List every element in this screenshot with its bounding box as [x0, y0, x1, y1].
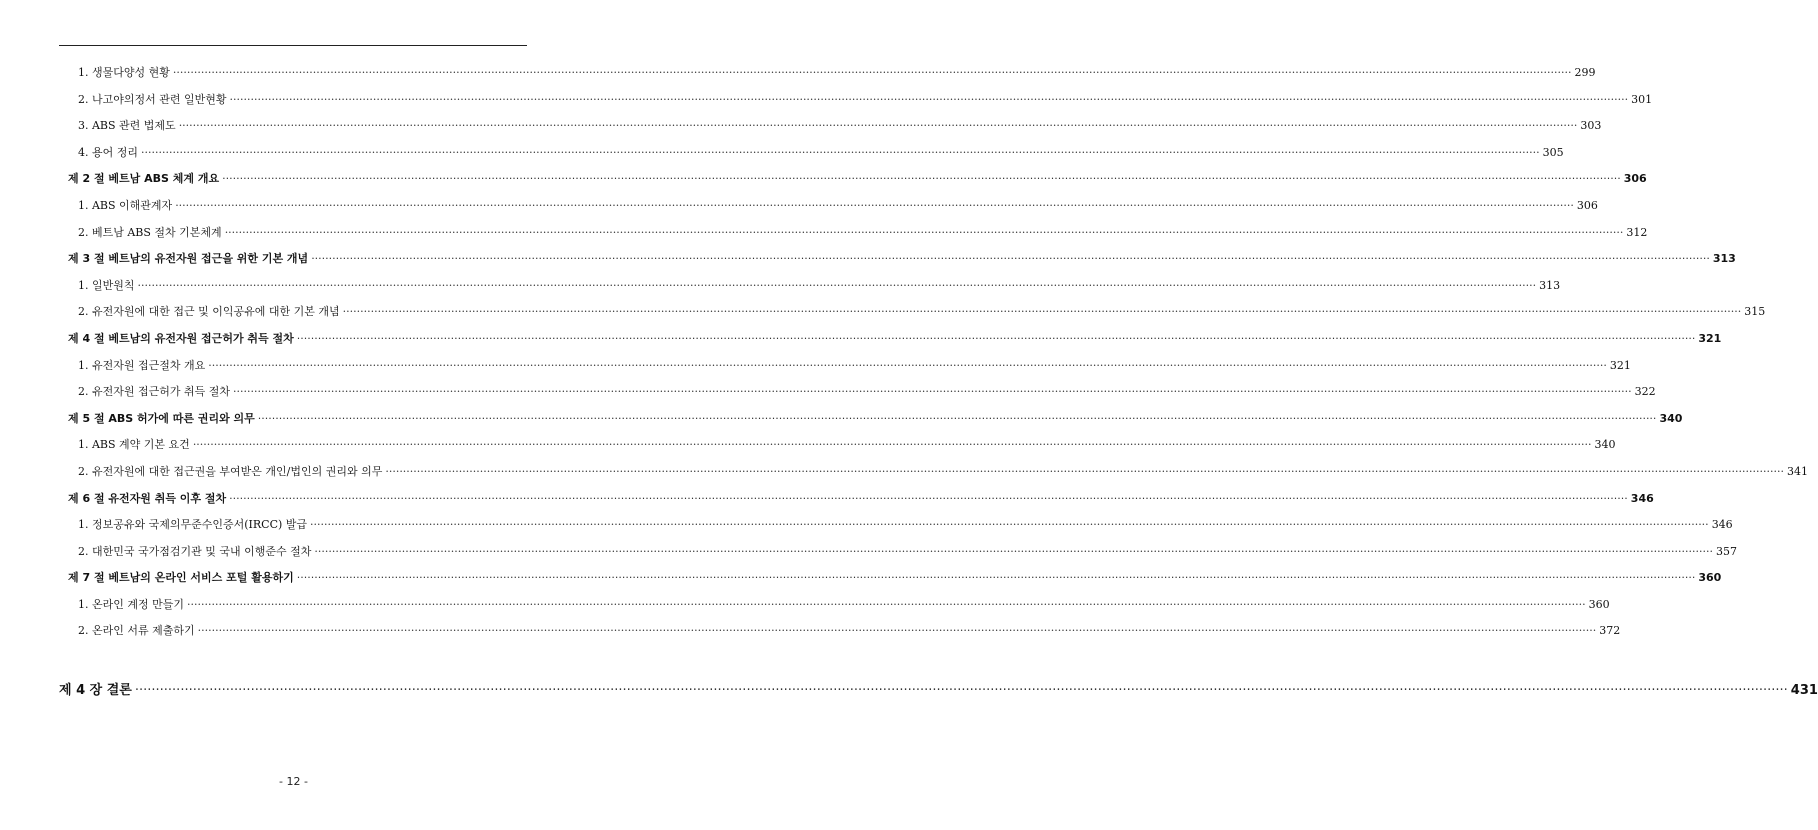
- toc-entry-page-number: 301: [1631, 92, 1653, 106]
- toc-entry-title: 1. ABS 계약 기본 요건: [78, 438, 190, 452]
- toc-entry-title: 제 3 절 베트남의 유전자원 접근을 위한 기본 개념: [68, 252, 309, 266]
- toc-dot-leader: ················································································································································································································································································································································································································: [222, 172, 1621, 186]
- toc-entry-page-number: 299: [1574, 66, 1596, 79]
- toc-entry-sub[interactable]: [59, 516, 1733, 543]
- toc-entry-sec[interactable]: [59, 569, 1722, 596]
- toc-dot-leader: ················································································································································································································································································································································································································: [197, 624, 1597, 638]
- toc-dot-leader: ················································································································································································································································································································································································································: [311, 252, 1710, 266]
- toc-entry-sec[interactable]: [59, 170, 1647, 197]
- toc-entry-title: 3. ABS 관련 법제도: [78, 119, 176, 133]
- toc-dot-leader: ················································································································································································································································································································································································································: [192, 438, 1592, 452]
- toc-entry-title: 제 7 절 베트남의 온라인 서비스 포털 활용하기: [68, 571, 294, 585]
- toc-entry-page-number: 340: [1659, 411, 1683, 425]
- header-rule: [59, 45, 527, 46]
- toc-entry-page-number: 346: [1711, 518, 1733, 532]
- toc-dot-leader: ················································································································································································································································································································································································································: [314, 544, 1714, 558]
- toc-entry-page-number: 346: [1630, 491, 1654, 505]
- toc-dot-leader: ················································································································································································································································································································································································································: [229, 491, 1628, 505]
- toc-dot-leader: ················································································································································································································································································································································································································: [233, 385, 1632, 399]
- toc-entry-page-number: 313: [1539, 278, 1561, 292]
- toc-entry-page-number: 431: [1790, 683, 1818, 699]
- toc-entry-title: 2. 유전자원 접근허가 취득 절차: [78, 385, 230, 399]
- toc-dot-leader: ················································································································································································································································································································································································································: [141, 145, 1540, 159]
- toc-entry-page-number: 341: [1786, 464, 1808, 478]
- toc-entry-title: 제 2 절 베트남 ABS 체계 개요: [68, 172, 220, 186]
- toc-dot-leader: ················································································································································································································································································································································································································: [134, 683, 1788, 699]
- toc-entry-title: 2. 유전자원에 대한 접근권을 부여받은 개인/법인의 권리와 의무: [78, 464, 383, 478]
- toc-entry-title: 4. 용어 정리: [78, 145, 138, 159]
- toc-entry-page-number: 360: [1588, 597, 1610, 611]
- toc-entry-title: 1. 정보공유와 국제의무준수인증서(IRCC) 발급: [78, 518, 308, 532]
- toc-entry-title: 2. 나고야의정서 관련 일반현황: [78, 92, 227, 106]
- toc-dot-leader: ················································································································································································································································································································································································································: [172, 66, 1572, 79]
- toc-entry-chapter[interactable]: [59, 679, 1818, 706]
- toc-entry-sub[interactable]: [59, 436, 1616, 463]
- toc-entry-sub[interactable]: [59, 117, 1602, 144]
- toc-entry-page-number: 321: [1698, 331, 1722, 345]
- toc-dot-leader: ················································································································································································································································································································································································································: [310, 518, 1709, 532]
- toc-entry-sub[interactable]: [59, 64, 1596, 91]
- toc-entry-title: 1. 생물다양성 현황: [78, 66, 170, 79]
- toc-entry-sub[interactable]: [59, 596, 1610, 623]
- toc-entry-sec[interactable]: [59, 250, 1736, 277]
- toc-entry-sub[interactable]: [59, 91, 1653, 118]
- toc-dot-leader: ················································································································································································································································································································································································································: [137, 278, 1537, 292]
- toc-entry-title: 제 6 절 유전자원 취득 이후 절차: [68, 491, 227, 505]
- toc-entry-sub[interactable]: [59, 622, 1621, 649]
- toc-entry-page-number: 305: [1542, 145, 1564, 159]
- toc-dot-leader: ················································································································································································································································································································································································································: [229, 92, 1629, 106]
- toc-entry-title: 2. 온라인 서류 제출하기: [78, 624, 195, 638]
- toc-entry-sec[interactable]: [59, 490, 1654, 517]
- toc-entry-sub[interactable]: [59, 463, 1808, 490]
- toc-dot-leader: ················································································································································································································································································································································································································: [296, 571, 1696, 585]
- page-number: - 12 -: [279, 775, 308, 788]
- toc-entry-sec[interactable]: [59, 330, 1722, 357]
- toc-entry-sub[interactable]: [59, 543, 1738, 570]
- toc-dot-leader: ················································································································································································································································································································································································································: [208, 358, 1607, 372]
- toc-entry-sec[interactable]: [59, 410, 1683, 437]
- toc-entry-title: 제 4 절 베트남의 유전자원 접근허가 취득 절차: [68, 331, 294, 345]
- toc-entry-title: 1. 유전자원 접근절차 개요: [78, 358, 206, 372]
- toc-entry-page-number: 306: [1576, 198, 1598, 212]
- toc-entry-page-number: 306: [1623, 172, 1647, 186]
- toc-dot-leader: ················································································································································································································································································································································································································: [342, 305, 1742, 319]
- toc-entry-page-number: 360: [1698, 571, 1722, 585]
- toc-entry-sub[interactable]: [59, 144, 1564, 171]
- toc-entry-title: 1. ABS 이해관계자: [78, 198, 173, 212]
- toc-entry-page-number: 340: [1594, 438, 1616, 452]
- toc-entry-title: 제 5 절 ABS 허가에 따른 권리와 의무: [68, 411, 255, 425]
- toc-dot-leader: ················································································································································································································································································································································································································: [178, 119, 1578, 133]
- toc-dot-leader: ················································································································································································································································································································································································································: [187, 597, 1586, 611]
- toc-entry-title: 2. 베트남 ABS 절차 기본체계: [78, 225, 222, 239]
- toc-entry-title: 2. 유전자원에 대한 접근 및 이익공유에 대한 기본 개념: [78, 305, 340, 319]
- toc-entry-title: 1. 일반원칙: [78, 278, 135, 292]
- toc-entry-title: 제 4 장 결론: [59, 683, 132, 699]
- toc-entry-sub[interactable]: [59, 224, 1648, 251]
- toc-entry-sub[interactable]: [59, 197, 1598, 224]
- toc-entry-page-number: 322: [1634, 385, 1656, 399]
- toc-dot-leader: ················································································································································································································································································································································································································: [257, 411, 1657, 425]
- toc-entry-page-number: 313: [1712, 252, 1736, 266]
- toc-entry-title: 2. 대한민국 국가점검기관 및 국내 이행준수 절차: [78, 544, 312, 558]
- toc-entry-page-number: 312: [1626, 225, 1648, 239]
- toc-entry-sub[interactable]: [59, 383, 1656, 410]
- toc-entry-sub[interactable]: [59, 277, 1561, 304]
- table-of-contents: [59, 64, 1818, 706]
- toc-entry-sub[interactable]: [59, 357, 1631, 384]
- toc-entry-page-number: 372: [1599, 624, 1621, 638]
- toc-dot-leader: ················································································································································································································································································································································································································: [385, 464, 1784, 478]
- toc-entry-page-number: 357: [1716, 544, 1738, 558]
- toc-entry-page-number: 315: [1744, 305, 1766, 319]
- toc-dot-leader: ················································································································································································································································································································································································································: [175, 198, 1574, 212]
- toc-dot-leader: ················································································································································································································································································································································································································: [296, 331, 1696, 345]
- toc-entry-sub[interactable]: [59, 303, 1766, 330]
- toc-entry-page-number: 303: [1580, 119, 1602, 133]
- toc-entry-title: 1. 온라인 계정 만들기: [78, 597, 184, 611]
- toc-entry-page-number: 321: [1609, 358, 1631, 372]
- toc-dot-leader: ················································································································································································································································································································································································································: [224, 225, 1624, 239]
